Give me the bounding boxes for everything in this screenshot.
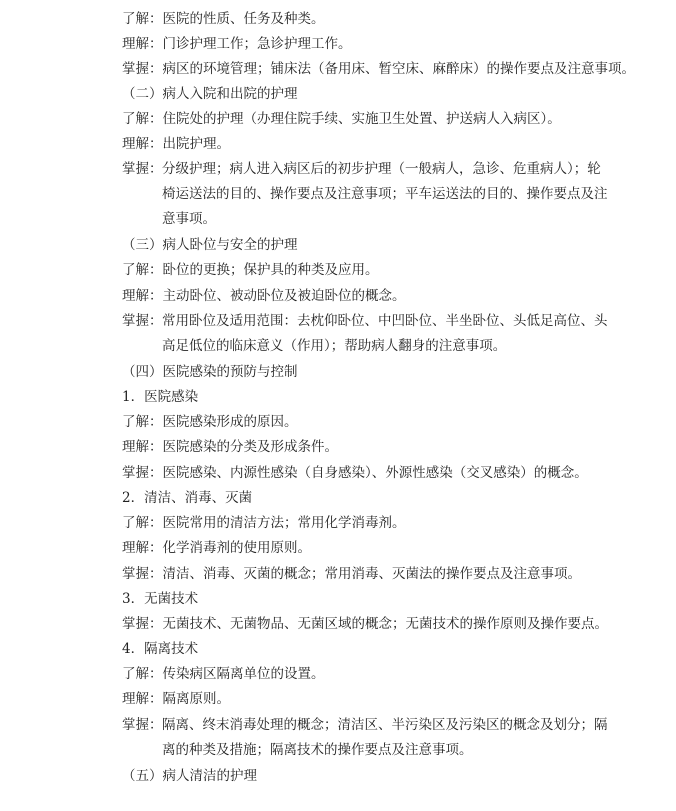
line-5: 了解：住院处的护理（办理住院手续、实施卫生处置、护送病人入病区）。 bbox=[122, 111, 561, 127]
item-row: 隔离、终末消毒处理的概念；清洁区、半污染区及污染区的概念及划分；隔 bbox=[162, 717, 608, 733]
subsection-heading-4: 4．隔离技术 bbox=[122, 641, 199, 657]
section-heading-5: （五）病人清洁的护理 bbox=[122, 768, 257, 784]
item-label: 掌握： bbox=[122, 313, 163, 329]
subsection-heading-3: 3．无菌技术 bbox=[122, 591, 199, 607]
item-row: 椅运送法的目的、操作要点及注意事项；平车运送法的目的、操作要点及注 bbox=[162, 186, 608, 202]
section-heading-2: （二）病人入院和出院的护理 bbox=[122, 86, 298, 102]
line-12: 了解：医院感染形成的原因。 bbox=[122, 414, 298, 430]
line-16: 了解：医院常用的清洁方法；常用化学消毒剂。 bbox=[122, 515, 406, 531]
line-2: 理解：门诊护理工作；急诊护理工作。 bbox=[122, 36, 352, 52]
line-8: 了解：卧位的更换；保护具的种类及应用。 bbox=[122, 262, 379, 278]
line-18: 掌握：清洁、消毒、灭菌的概念；常用消毒、灭菌法的操作要点及注意事项。 bbox=[122, 566, 581, 582]
line-9: 理解：主动卧位、被动卧位及被迫卧位的概念。 bbox=[122, 288, 406, 304]
line-17: 理解：化学消毒剂的使用原则。 bbox=[122, 540, 311, 556]
subsection-heading-1: 1．医院感染 bbox=[122, 389, 199, 405]
item-label: 掌握： bbox=[122, 161, 163, 177]
line-6: 理解：出院护理。 bbox=[122, 136, 230, 152]
item-row: 分级护理；病人进入病区后的初步护理（一般病人，急诊、危重病人）；轮 bbox=[162, 161, 601, 177]
line-23: 理解：隔离原则。 bbox=[122, 691, 230, 707]
section-heading-4: （四）医院感染的预防与控制 bbox=[122, 364, 298, 380]
item-row: 离的种类及措施；隔离技术的操作要点及注意事项。 bbox=[162, 742, 473, 758]
line-1: 了解：医院的性质、任务及种类。 bbox=[122, 11, 325, 27]
line-22: 了解：传染病区隔离单位的设置。 bbox=[122, 666, 325, 682]
line-13: 理解：医院感染的分类及形成条件。 bbox=[122, 439, 338, 455]
subsection-heading-2: 2．清洁、消毒、灭菌 bbox=[122, 490, 253, 506]
item-row: 常用卧位及适用范围：去枕仰卧位、中凹卧位、半坐卧位、头低足高位、头 bbox=[162, 313, 608, 329]
item-label: 掌握： bbox=[122, 717, 163, 733]
section-heading-3: （三）病人卧位与安全的护理 bbox=[122, 237, 298, 253]
line-20: 掌握：无菌技术、无菌物品、无菌区域的概念；无菌技术的操作原则及操作要点。 bbox=[122, 616, 608, 632]
line-14: 掌握：医院感染、内源性感染（自身感染）、外源性感染（交叉感染）的概念。 bbox=[122, 465, 588, 481]
item-row: 高足低位的临床意义（作用）；帮助病人翻身的注意事项。 bbox=[162, 338, 507, 354]
line-3: 掌握：病区的环境管理；铺床法（备用床、暂空床、麻醉床）的操作要点及注意事项。 bbox=[122, 61, 635, 77]
item-row: 意事项。 bbox=[162, 211, 216, 227]
